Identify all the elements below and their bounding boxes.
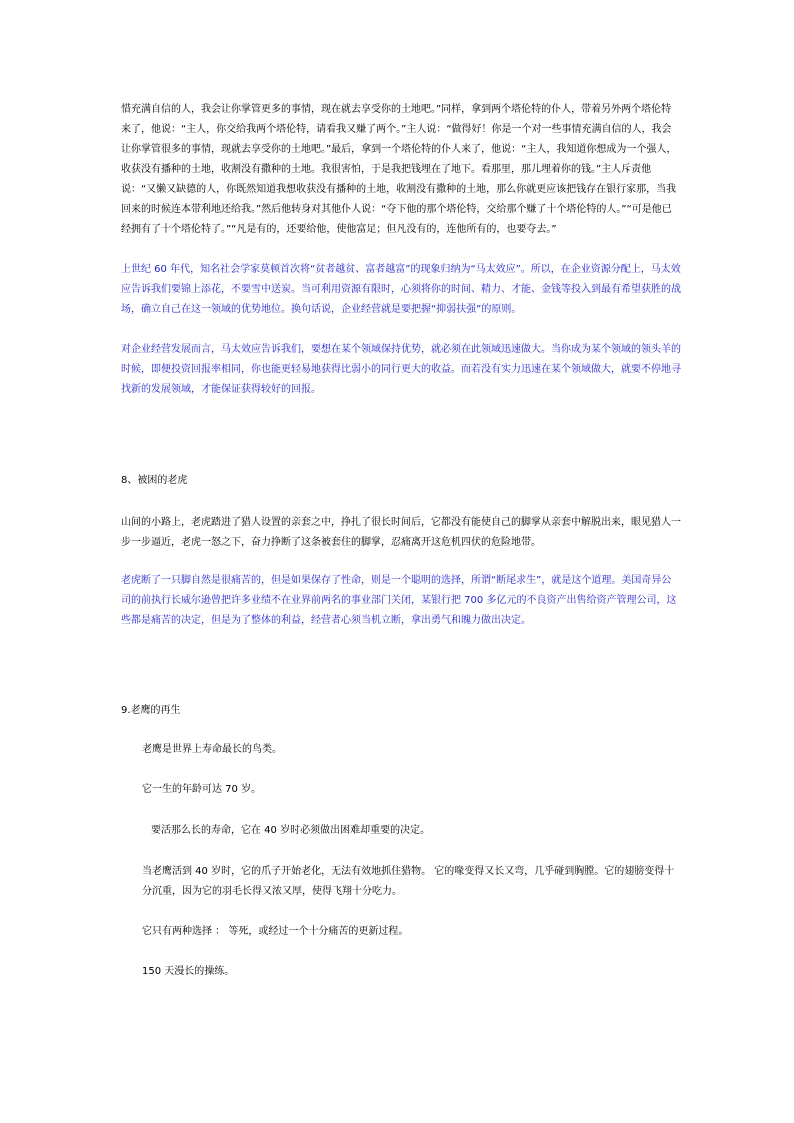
document-page	[121, 100, 681, 982]
tiger-lesson-paragraph: 老虎断了一只脚自然是很痛苦的，但是如果保存了性命，则是一个聪明的选择，所谓“断尾求生”，就是这个道理。美国奇异公司的前执行长威尔逊曾把许多业绩不在业界前两名的事业部门关闭，某银行把 700 多亿元的不良资产出售给资产管理公司，这些都是痛苦的决定，但是为了整体的利益，经营者心须当机立断，拿出勇气和魄力做出决定。	[121, 575, 677, 626]
eagle-paragraph-3: 要活那么长的寿命，它在 40 岁时必须做出困难却重要的决定。	[151, 825, 431, 836]
eagle-paragraph-5: 它只有两种选择 ： 等死，或经过一个十分痛苦的更新过程。	[142, 926, 409, 937]
section-heading-trapped-tiger: 8、被困的老虎	[121, 475, 188, 486]
eagle-paragraph-6: 150 天漫长的操练。	[142, 966, 235, 977]
enterprise-advice-paragraph: 对企业经营发展而言，马太效应告诉我们，要想在某个领域保持优势，就必须在此领域迅速做大。当你成为某个领域的领头羊的时候，即便投资回报率相同，你也能更轻易地获得比弱小的同行更大的收益。而若没有实力迅速在某个领域做大，就要不停地寻找新的发展领域，才能保证获得较好的回报。	[121, 344, 681, 395]
eagle-paragraph-1: 老鹰是世界上寿命最长的鸟类。	[142, 744, 282, 755]
section-heading-eagle-rebirth: 9.老鹰的再生	[121, 705, 181, 716]
eagle-paragraph-2: 它一生的年龄可达 70 岁。	[142, 784, 262, 795]
matthew-effect-paragraph: 上世纪 60 年代，知名社会学家莫顿首次将“贫者越贫、富者越富”的现象归纳为“马太效应”。所以，在企业资源分配上，马太效应告诉我们要锦上添花，不要雪中送炭。当可利用资源有限时，心须将你的时间、精力、才能、金钱等投入到最有希望获胜的战场，确立自己在这一领域的优势地位。换句话说，企业经营就是要把握“抑弱扶强”的原则。	[121, 264, 681, 315]
tiger-story-paragraph: 山间的小路上，老虎踏进了猎人设置的亲套之中，挣扎了很长时间后，它都没有能使自己的脚掌从亲套中解脱出来，眼见猎人一步一步逼近，老虎一怒之下，奋力挣断了这条被套住的脚掌，忍痛离开这危机四伏的危险地带。	[121, 517, 681, 548]
eagle-paragraph-4: 当老鹰活到 40 岁时，它的爪子开始老化，无法有效地抓住猎物。 它的喙变得又长又弯，几乎碰到胸膛。它的翅膀变得十分沉重，因为它的羽毛长得又浓又厚，使得飞翔十分吃力。	[142, 866, 675, 897]
story-paragraph-talent: 惜充满自信的人，我会让你掌管更多的事情，现在就去享受你的土地吧。”同样，拿到两个塔伦特的仆人，带着另外两个塔伦特来了，他说：“主人，你交给我两个塔伦特，请看我又赚了两个。”主人说：“做得好！你是一个对一些事情充满自信的人，我会让你掌管很多的事情，现就去享受你的土地吧。”最后，拿到一个塔伦特的仆人来了，他说：“主人，我知道你想成为一个强人，收获没有播种的土地，收割没有撒种的土地。我很害怕，于是我把钱埋在了地下。看那里，那儿埋着你的钱。”主人斥责他说：“又懒又缺德的人，你既然知道我想收获没有播种的土地，收割没有撒种的土地，那么你就更应该把钱存在银行家那，当我回来的时候连本带利地还给我。”然后他转身对其他仆人说：“夺下他的那个塔伦特，交给那个赚了十个塔伦特的人。”“可是他已经拥有了十个塔伦特了。”“凡是有的，还要给他，使他富足；但凡没有的，连他所有的，也要夺去。”	[121, 104, 677, 235]
